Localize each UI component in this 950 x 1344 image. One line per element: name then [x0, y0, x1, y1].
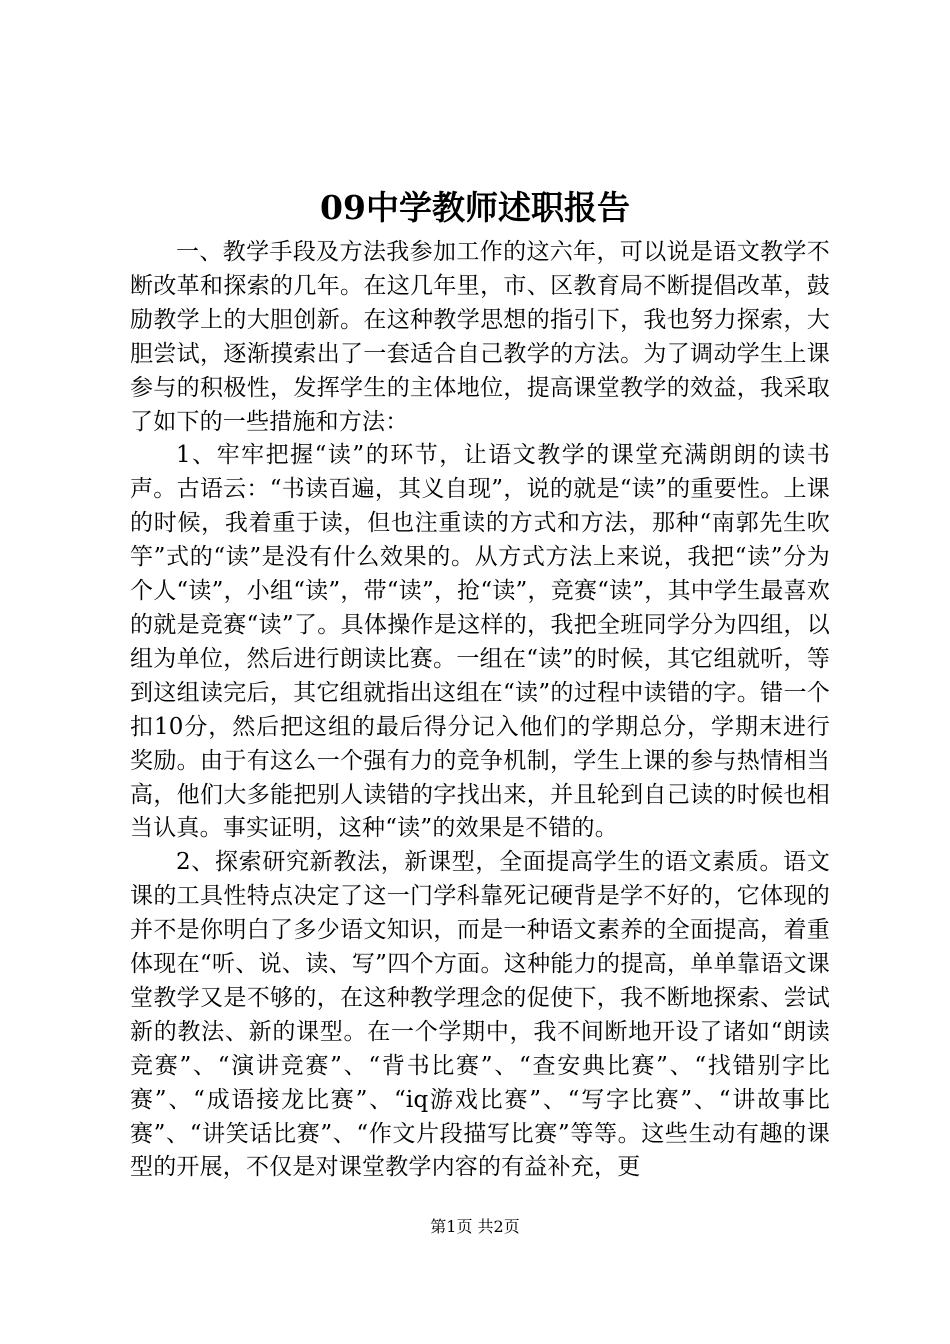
- paragraph-reading: 1、牢牢把握“读”的环节，让语文教学的课堂充满朗朗的读书声。古语云：“书读百遍，其义自现”，说的就是“读”的重要性。上课的时候，我着重于读，但也注重读的方式和方法，那种“南郭先生吹竽”式的“读”是没有什么效果的。从方式方法上来说，我把“读”分为个人“读”，小组“读”，带“读”，抢“读”，竞赛“读”，其中学生最喜欢的就是竞赛“读”了。具体操作是这样的，我把全班同学分为四组，以组为单位，然后进行朗读比赛。一组在“读”的时候，其它组就听，等到这组读完后，其它组就指出这组在“读”的过程中读错的字。错一个扣10分，然后把这组的最后得分记入他们的学期总分，学期末进行奖励。由于有这么一个强有力的竞争机制，学生上课的参与热情相当高，他们大多能把别人读错的字找出来，并且轮到自己读的时候也相当认真。事实证明，这种“读”的效果是不错的。: [130, 442, 830, 842]
- page-number: 第1页: [430, 1217, 473, 1236]
- page-footer: [0, 1216, 950, 1238]
- page-total: 共2页: [477, 1217, 520, 1236]
- paragraph-new-methods: 2、探索研究新教法，新课型，全面提高学生的语文素质。语文课的工具性特点决定了这一门学科靠死记硬背是学不好的，它体现的并不是你明白了多少语文知识，而是一种语文素养的全面提高，着重体现在“听、说、读、写”四个方面。这种能力的提高，单单靠语文课堂教学又是不够的，在这种教学理念的促使下，我不断地探索、尝试新的教法、新的课型。在一个学期中，我不间断地开设了诸如“朗读竞赛”、“演讲竞赛”、“背书比赛”、“查安典比赛”、“找错别字比赛”、“成语接龙比赛”、“iq游戏比赛”、“写字比赛”、“讲故事比赛”、“讲笑话比赛”、“作文片段描写比赛”等等。这些生动有趣的课型的开展，不仅是对课堂教学内容的有益补充，更: [130, 849, 830, 1181]
- paragraph-teaching-methods: 一、教学手段及方法我参加工作的这六年，可以说是语文教学不断改革和探索的几年。在这几年里，市、区教育局不断提倡改革，鼓励教学上的大胆创新。在这种教学思想的指引下，我也努力探索，大胆尝试，逐渐摸索出了一套适合自己教学的方法。为了调动学生上课参与的积极性，发挥学生的主体地位，提高课堂教学的效益，我采取了如下的一些措施和方法：: [130, 239, 830, 435]
- document-body: [130, 236, 830, 1185]
- document-title: 09中学教师述职报告: [320, 188, 630, 227]
